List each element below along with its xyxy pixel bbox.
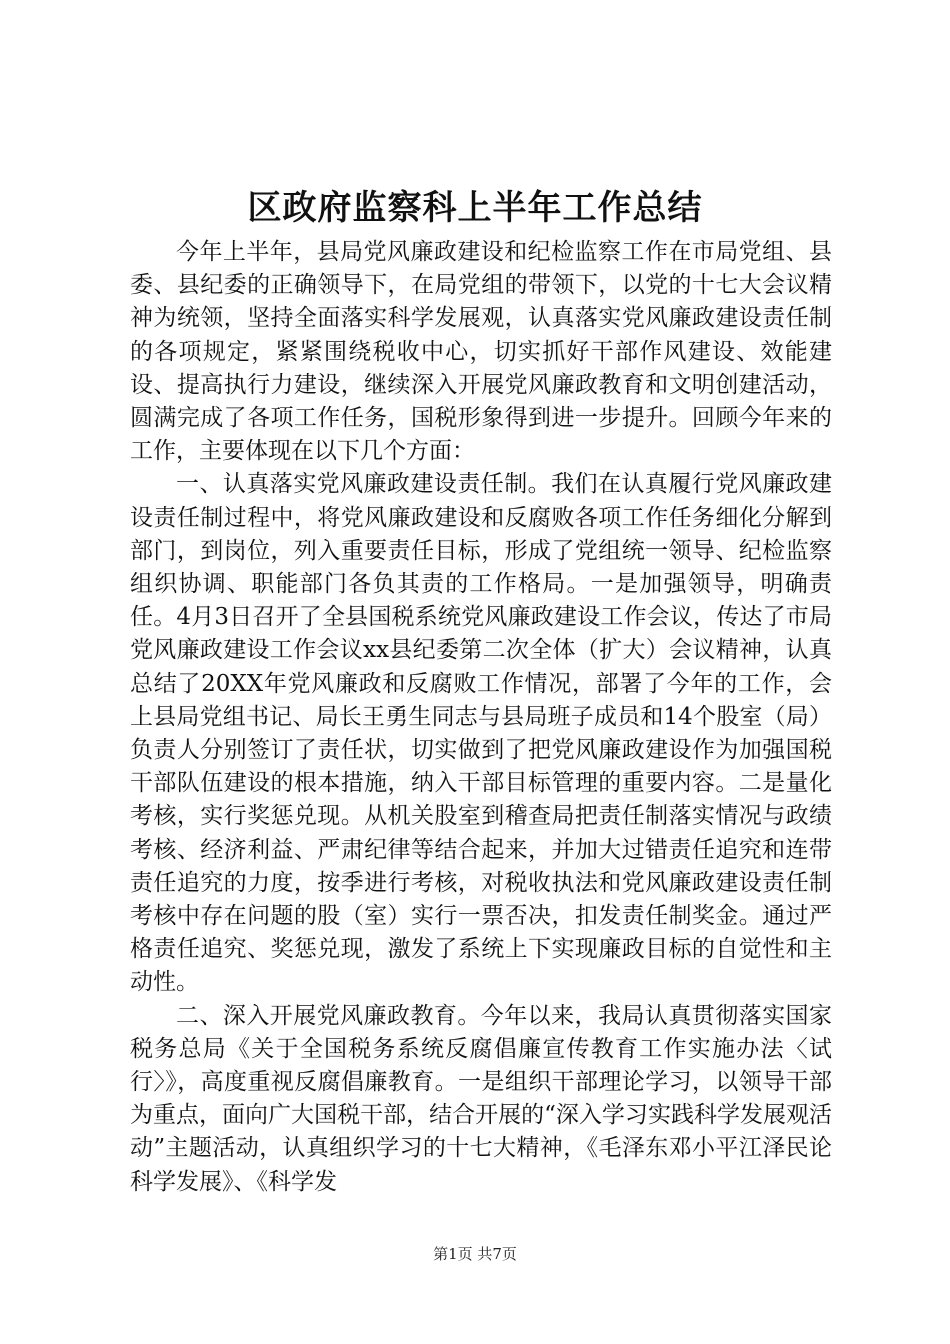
paragraph-intro: 今年上半年，县局党风廉政建设和纪检监察工作在市局党组、县委、县纪委的正确领导下，在局党组的带领下，以党的十七大会议精神为统领，坚持全面落实科学发展观，认真落实党风廉政建设责任制的各项规定，紧紧围绕税收中心，切实抓好干部作风建设、效能建设、提高执行力建设，继续深入开展党风廉政教育和文明创建活动，圆满完成了各项工作任务，国税形象得到进一步提升。回顾今年来的工作，主要体现在以下几个方面： <box>130 239 832 465</box>
paragraph-section-2: 二、深入开展党风廉政教育。今年以来，我局认真贯彻落实国家税务总局《关于全国税务系统反腐倡廉宣传教育工作实施办法〈试行〉》，高度重视反腐倡廉教育。一是组织干部理论学习，以领导干部为重点，面向广大国税干部，结合开展的“深入学习实践科学发展观活动”主题活动，认真组织学习的十七大精神，《毛泽东邓小平江泽民论科学发展》、《科学发 <box>130 1002 832 1195</box>
document-title: 区政府监察科上半年工作总结 <box>247 188 703 228</box>
paragraph-section-1: 一、认真落实党风廉政建设责任制。我们在认真履行党风廉政建设责任制过程中，将党风廉政建设和反腐败各项工作任务细化分解到部门，到岗位，列入重要责任目标，形成了党组统一领导、纪检监察组织协调、职能部门各负其责的工作格局。一是加强领导，明确责任。4月3日召开了全县国税系统党风廉政建设工作会议，传达了市局党风廉政建设工作会议xx县纪委第二次全体（扩大）会议精神，认真总结了20XX年党风廉政和反腐败工作情况，部署了今年的工作，会上县局党组书记、局长王勇生同志与县局班子成员和14个股室（局）负责人分别签订了责任状，切实做到了把党风廉政建设作为加强国税干部队伍建设的根本措施，纳入干部目标管理的重要内容。二是量化考核，实行奖惩兑现。从机关股室到稽查局把责任制落实情况与政绩考核、经济利益、严肃纪律等结合起来，并加大过错责任追究和连带责任追究的力度，按季进行考核，对税收执法和党风廉政建设责任制考核中存在问题的股（室）实行一票否决，扣发责任制奖金。通过严格责任追究、奖惩兑现，激发了系统上下实现廉政目标的自觉性和主动性。 <box>130 471 832 996</box>
document-body <box>130 236 832 1199</box>
page-number-footer: 第1页 共7页 <box>433 1245 517 1263</box>
